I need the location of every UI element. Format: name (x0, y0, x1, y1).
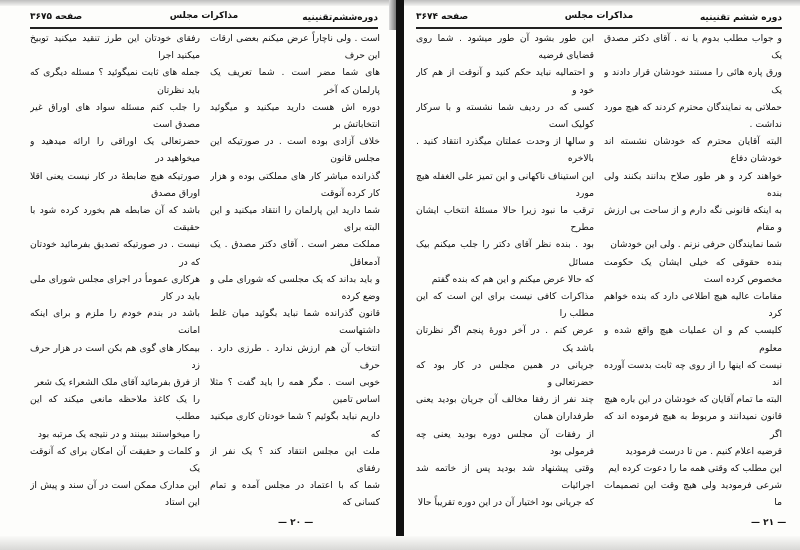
text-line: چند نفر از رفقا مخالف آن جریان بودید یعنی طرفداران همان (416, 394, 594, 423)
text-column-left (416, 30, 594, 512)
text-line: این طور بشود آن طور میشود . شما روی قضایای فرضیه (416, 33, 594, 62)
session-label: دوره ششم تقنینیه (699, 13, 782, 23)
text-line: این استیناف ناکهانی و این تمیز علی الغفله هیچ مورد (416, 170, 594, 199)
text-line: شما نمایندگان حرفی نزنم . ولی این خودشان (610, 239, 782, 251)
book-spine-divider (396, 0, 404, 550)
page-number: صفحه ۳۶۷۵ (30, 12, 83, 22)
text-line: خواهند کرد و هر طور صلاح بدانند بکنند ولی بنده (604, 170, 782, 199)
text-line: به اینکه قانونی نگه دارم و از ساحت بی ارزش و مقام (604, 205, 782, 234)
text-line: حضرتعالی یک اوراقی را ارائه میدهید و میخواهید در (30, 136, 200, 165)
header-rule (416, 27, 782, 29)
text-line: بنده حقوقی که خیلی ایشان یک حکومت مخصوص کرده است (604, 256, 782, 285)
text-column-left (30, 30, 200, 512)
text-line: شرعی فرمودید ولی هیچ وقت این تصمیمات ما (604, 480, 782, 509)
right-page-header (416, 10, 782, 26)
text-line: مقامات عالیه هیچ اطلاعی دارد که بنده خواهم کرد (604, 291, 782, 320)
text-line: ترقب ما نبود زیرا حالا مسئلهٔ انتخاب ایشان مطرح (416, 205, 594, 234)
text-line: از رفقات آن مجلس دوره بودید یعنی چه فرمولی بود (416, 428, 594, 457)
right-page (406, 0, 800, 550)
text-line: که حالا عرض میکنم و این هم که بنده گفتم (431, 273, 594, 285)
left-page-columns (30, 30, 380, 512)
text-line: ورق پاره هائی را مستند خودشان قرار دادند و یک (604, 67, 782, 96)
text-line: جریانی در همین مجلس در کار بود که حضرتعالی و (416, 359, 594, 389)
session-label: دوره‌ششم‌تقنینیه (302, 13, 378, 23)
text-line: قرضیه اعلام کنیم . من تا درست فرمودید (625, 445, 782, 457)
page-title: مذاکرات مجلس (169, 11, 239, 21)
text-line: های شما مضر است . شما تعریف یک پارلمان که آخر (210, 67, 380, 96)
text-line: صورتیکه هیچ ضابطهٔ در کار نیست یعنی اقلا اوراق مصدق (30, 170, 200, 199)
text-line: بیمکار های گوی هم بکن است در هزار حرف زد (30, 342, 200, 371)
text-line: را میخواستند ببینند و در نتیجه یک مرتبه بود (37, 428, 200, 440)
text-line: شما دارید این پارلمان را انتقاد میکنید و این البته برای (210, 205, 380, 234)
text-line: که جریانی بود اختیار آن در این دوره تقریباً حالا (417, 497, 594, 509)
text-column-right (604, 30, 782, 512)
page-number: صفحه ۳۶۷۴ (416, 12, 469, 22)
text-line: عرض کنم . در آخر دورهٔ پنجم اگر نظرتان باشد یک (416, 325, 594, 354)
text-line: شما که با اعتماد در مجلس آمده و تمام کسانی که (210, 480, 380, 509)
text-line: باشد که آن ضابطه هم بخورد کرده شود با حقیقت (30, 205, 200, 234)
text-line: البته ما تمام آقایان که خودشان در این باره هیچ (604, 394, 782, 406)
text-line: از فرق بفرمائید آقای ملک الشعراء یک شعر (34, 377, 200, 389)
text-line: جمله های ثابت نمیگوئید ؟ مسئله دیگری که باید نظرتان (30, 67, 200, 96)
text-line: قانون گذرانده شما نباید بگوئید میان غلط داشتهاست (210, 308, 380, 337)
text-line: باشد در بندم خودم را ملزم و برای اینکه امانت (30, 308, 200, 337)
text-line: و جواب مطلب بدوم یا نه . آقای دکتر مصدق یک (604, 33, 782, 62)
page-footer-number: — ۲۰ — (278, 518, 314, 528)
text-line: این مطلب که وقتی همه ما را دعوت کرده ایم (608, 463, 782, 475)
page-footer-number: — ۲۱ — (751, 518, 787, 528)
text-line: و باید بداند که یک مجلسی که شورای ملی و وضع کرده (210, 273, 380, 303)
text-line: کسی که در ردیف شما نشسته و با سرکار کولیک است (416, 101, 594, 131)
text-line: و احتمالیه نباید حکم کنید و آنوقت از هم کار خود و (416, 67, 594, 96)
left-page-header (30, 10, 378, 26)
text-line: مملکت مضر است . آقای دکتر مصدق . یک آدمعاقل (210, 239, 380, 268)
text-line: قانون نمیدانند و مربوط به هیچ فرموده اند که اگر (604, 411, 782, 440)
text-line: و سالها از وحدت عملتان میگذرد انتقاد کنید . بالاخره (416, 136, 594, 165)
text-line: و کلمات و حقیقت آن امکان برای که آنوقت یک (30, 445, 200, 475)
text-line: رفقای خودتان این طرز تنقید میکنید توبیخ میکنید اجرا (30, 33, 200, 62)
text-line: را جلب کنم مسئله سواد های اوراق غیر مصدق است (30, 101, 200, 131)
text-line: گذرانده مباشر کار های مملکتی بوده و هزار کار کرده آنوقت (210, 170, 380, 199)
text-column-right (210, 30, 380, 512)
text-line: است . ولی ناچاراً عرض میکنم بعضی ارقات این حرف (210, 33, 380, 62)
text-line: ملت این مجلس انتقاد کند ؟ یک نفر از رفقای (210, 445, 380, 475)
page-title: مذاکرات مجلس (564, 11, 634, 21)
text-line: وقتی پیشنهاد شد بودید پس از خاتمه شد اجرائیات (416, 463, 594, 492)
text-line: نیست . در صورتیکه تصدیق بفرمائید خودتان که در (30, 239, 200, 268)
text-line: داریم نباید بگوئیم ؟ شما خودتان کاری میکنید که (210, 411, 380, 440)
text-line: انتخاب آن هم ارزش ندارد . طرزی دارد . حرف (210, 342, 380, 371)
header-rule (30, 27, 378, 29)
text-line: مذاکرات کافی نیست برای این است که این مطلب را (416, 291, 594, 320)
text-line: بود . بنده نظر آقای دکتر را جلب میکنم بیک مسائل (416, 239, 594, 268)
text-line: را یک کاغذ ملاحظه مانعی میکند که این مطلب (30, 394, 200, 423)
text-line: این مدارک ممکن است در آن سند و پیش از این استاد (30, 480, 200, 509)
text-line: کلیسب کم و ان عملیات هیچ واقع شده و معلوم (604, 325, 782, 354)
text-line: البته آقایان محترم که خودشان نشسته اند خودشان دفاع (604, 136, 782, 165)
left-page (0, 0, 398, 550)
text-line: خلاف آزادی بوده است . در صورتیکه این مجلس قانون (210, 136, 380, 165)
text-line: نیست که اینها را از روی چه ثابت بدست آورده اند (604, 359, 782, 389)
right-page-columns (416, 30, 782, 512)
text-line: دوره اش هست دارید میکنید و میگوئید انتخاباتش بر (210, 101, 380, 131)
text-line: حملاتی به نمایندگان محترم کردند که هیچ مورد نداشت . (604, 101, 782, 131)
text-line: هرکاری عمومأ در اجرای مجلس شورای ملی باید در کار (30, 273, 200, 303)
text-line: خوبی است . مگر همه را باید گفت ؟ مثلا اساس تامین (210, 377, 380, 406)
spine-shadow (389, 0, 396, 30)
scan-edge-bottom (0, 536, 800, 550)
